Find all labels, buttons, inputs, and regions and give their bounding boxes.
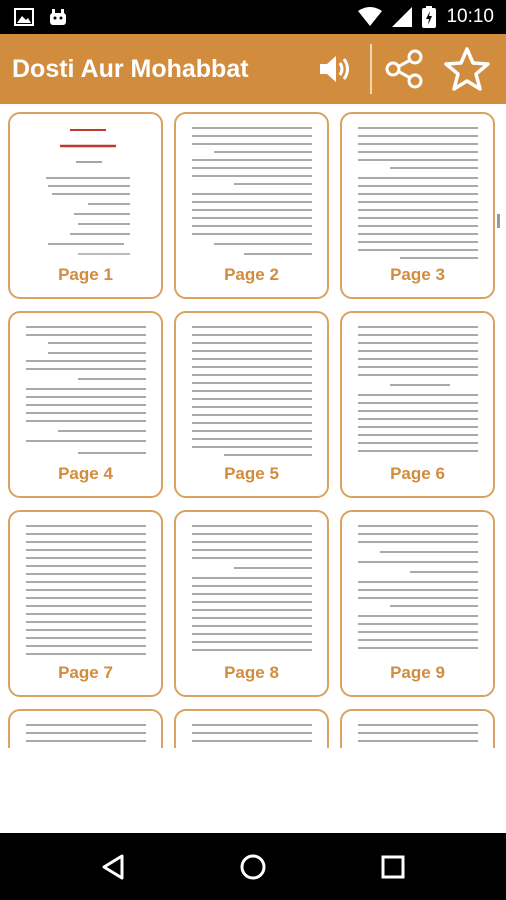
page-card[interactable]: [340, 510, 495, 697]
app-title: Dosti Aur Mohabbat: [12, 55, 249, 83]
page-thumbnail: [350, 518, 485, 658]
app-bar-divider: [370, 44, 372, 94]
home-button[interactable]: [213, 833, 293, 900]
page-thumbnail: [18, 120, 153, 260]
page-card[interactable]: [340, 709, 495, 748]
battery-charging-icon: [422, 6, 436, 28]
android-notification-icon: [48, 7, 68, 27]
page-label: Page 4: [58, 464, 113, 483]
page-label: Page 5: [224, 464, 279, 483]
scrollbar[interactable]: [497, 214, 500, 228]
page-card[interactable]: [174, 709, 329, 748]
status-bar-left: [14, 7, 68, 27]
share-icon: [384, 49, 424, 89]
image-notification-icon: [14, 8, 34, 26]
share-button[interactable]: [380, 34, 428, 104]
page-thumbnail: [184, 319, 319, 459]
signal-icon: [392, 7, 412, 27]
page-thumbnail: [18, 319, 153, 459]
status-time: 10:10: [446, 6, 494, 27]
page-card[interactable]: [174, 311, 329, 498]
volume-icon: [318, 54, 354, 84]
page-grid[interactable]: [0, 104, 506, 748]
page-card[interactable]: [340, 311, 495, 498]
page-thumbnail: [350, 319, 485, 459]
page-card[interactable]: [8, 510, 163, 697]
volume-button[interactable]: [312, 34, 360, 104]
page-label: Page 8: [224, 663, 279, 682]
recents-button[interactable]: [353, 833, 433, 900]
page-label: Page 2: [224, 265, 279, 284]
star-icon: [443, 46, 491, 92]
home-icon: [239, 853, 267, 881]
page-thumbnail: [18, 518, 153, 658]
page-thumbnail: [18, 717, 153, 748]
navigation-bar: [0, 833, 506, 900]
favorite-button[interactable]: [440, 34, 494, 104]
status-bar: [0, 0, 506, 34]
page-thumbnail: [350, 120, 485, 260]
back-button[interactable]: [73, 833, 153, 900]
page-label: Page 3: [390, 265, 445, 284]
page-label: Page 1: [58, 265, 113, 284]
page-label: Page 6: [390, 464, 445, 483]
page-thumbnail: [184, 120, 319, 260]
app-bar: [0, 34, 506, 104]
page-card[interactable]: [8, 311, 163, 498]
page-label: Page 7: [58, 663, 113, 682]
page-thumbnail: [350, 717, 485, 748]
page-card[interactable]: [8, 112, 163, 299]
page-card[interactable]: [340, 112, 495, 299]
page-card[interactable]: [174, 112, 329, 299]
page-label: Page 9: [390, 663, 445, 682]
page-thumbnail: [184, 717, 319, 748]
back-icon: [100, 853, 126, 881]
status-bar-right: [358, 0, 494, 34]
wifi-icon: [358, 7, 382, 27]
recents-icon: [380, 854, 406, 880]
page-thumbnail: [184, 518, 319, 658]
page-card[interactable]: [174, 510, 329, 697]
page-card[interactable]: [8, 709, 163, 748]
